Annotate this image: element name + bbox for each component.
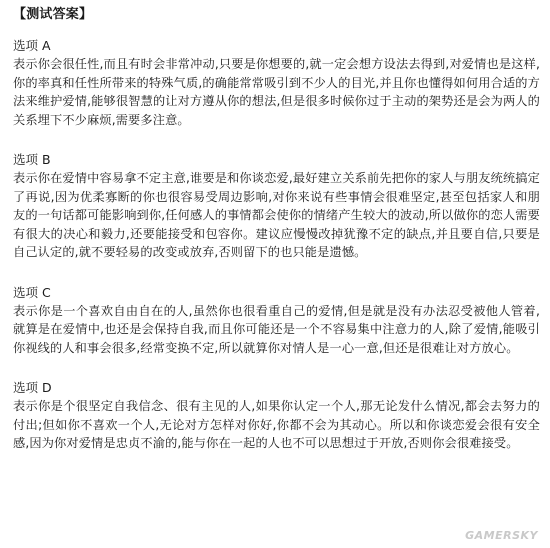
option-label-a: 选项 A: [13, 38, 51, 53]
option-label-d: 选项 D: [13, 380, 52, 395]
site-watermark: GAMERSKY: [465, 529, 538, 542]
option-text-b: 表示你在爱情中容易拿不定主意,谁要是和你谈恋爱,最好建立关系前先把你的家人与朋友统统搞定了再说,因为优柔寡断的你也很容易受周边影响,对你来说有些事情会很难坚定,甚至包括家人和朋友的一句话都可能影响到你,任何感人的事情都会使你的情绪产生较大的波动,所以做你的恋人需要有很大的决心和毅力,还要能接受和包容你。建议应慢慢改掉犹豫不定的缺点,并且要自信,只要是自己认定的,就不要轻易的改变或放弃,否则留下的也只能是遗憾。: [13, 171, 540, 259]
option-section-a: [13, 37, 540, 129]
option-label-c: 选项 C: [13, 284, 51, 300]
option-section-d: [13, 379, 540, 453]
option-text-d: 表示你是个很坚定自我信念、很有主见的人,如果你认定一个人,那无论发什么情况,都会去努力的付出;但如你不喜欢一个人,无论对方怎样对你好,你都不会为其动心。所以和你谈恋爱会很有安全感,因为你对爱情是忠贞不渝的,能与你在一起的人也不可以思想过于开放,否则你会很难接受。: [13, 399, 540, 450]
option-section-b: [13, 151, 540, 262]
option-text-c: 表示你是一个喜欢自由自在的人,虽然你也很看重自己的爱情,但是就是没有办法忍受被他人管着,就算是在爱情中,也还是会保持自我,而且你可能还是一个不容易集中注意力的人,除了爱情,能吸引你视线的人和事会很多,经常变换不定,所以就算你对情人是一心一意,但还是很难让对方放心。: [13, 303, 540, 355]
option-label-b: 选项 B: [13, 152, 51, 167]
option-section-c: [13, 284, 540, 358]
option-text-a: 表示你会很任性,而且有时会非常冲动,只要是你想要的,就一定会想方设法去得到,对爱情也是这样,你的率真和任性所带来的特殊气质,的确能常常吸引到不少人的目光,并且你也懂得如何用合适的方法来维护爱情,能够很智慧的让对方遵从你的想法,但是很多时候你过于主动的架势还是会为两人的关系埋下不少麻烦,需要多注意。: [13, 57, 540, 127]
answer-heading: 【测试答案】: [13, 7, 93, 22]
